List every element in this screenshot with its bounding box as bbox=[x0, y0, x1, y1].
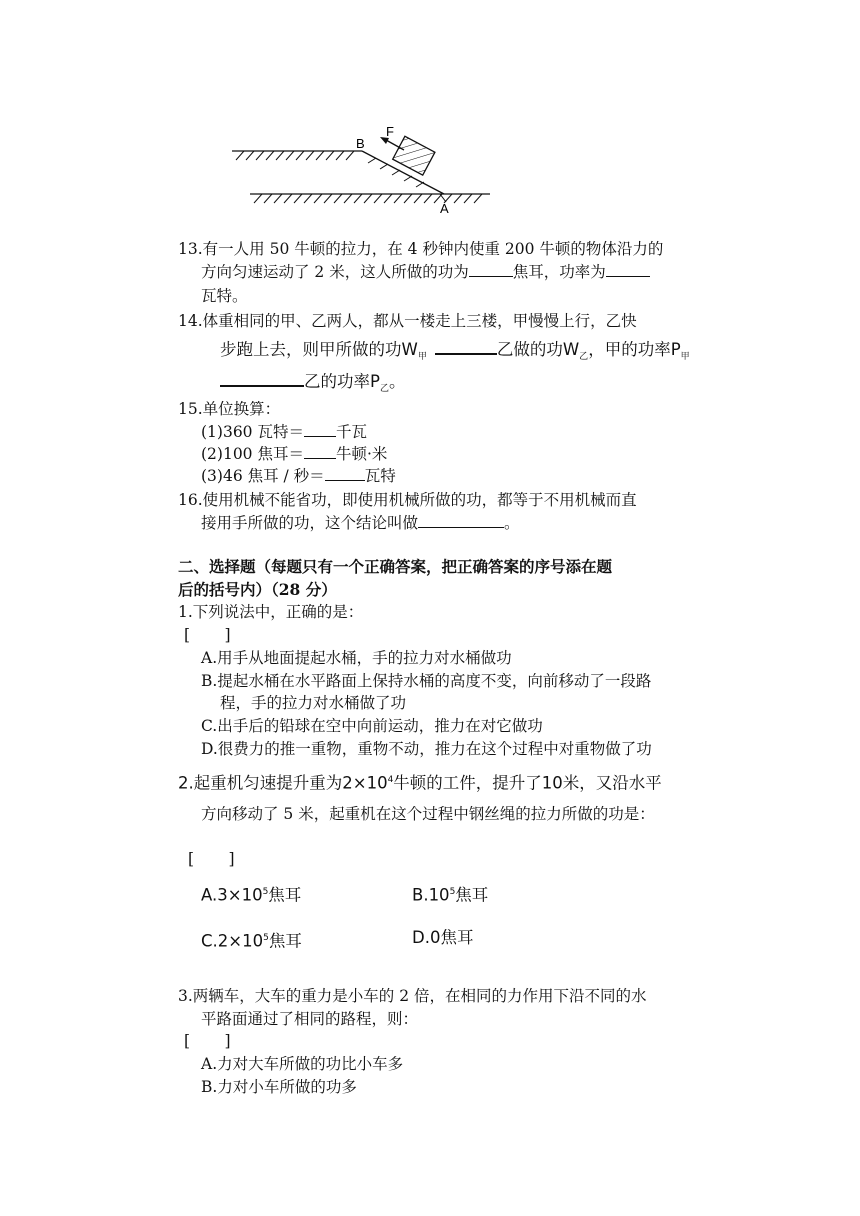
q14-text-b: 乙做的功W bbox=[496, 340, 580, 359]
q13-text-a: 方向匀速运动了 2 米，这人所做的功为 bbox=[201, 263, 469, 281]
q16-blank[interactable] bbox=[418, 512, 504, 528]
section2-title-line1: 二、选择题（每题只有一个正确答案，把正确答案的序号添在题 bbox=[178, 557, 613, 576]
q16-text: 接用手所做的功，这个结论叫做 bbox=[201, 514, 419, 532]
q14-line1: 14.体重相同的甲、乙两人，都从一楼走上三楼，甲慢慢上行，乙快 bbox=[178, 312, 637, 330]
mc1-option-b-line1: B.提起水桶在水平路面上保持水桶的高度不变，向前移动了一段路 bbox=[201, 672, 652, 690]
mc3-line2: 平路面通过了相同的路程，则： bbox=[201, 1010, 419, 1028]
label-f: F bbox=[386, 124, 394, 139]
q13-line1: 13.有一人用 50 牛顿的拉力，在 4 秒钟内使重 200 牛顿的物体沿力的 bbox=[178, 240, 664, 258]
mc2-stem-line2: 方向移动了 5 米，起重机在这个过程中钢丝绳的拉力所做的功是： bbox=[201, 805, 655, 823]
q14-blank-power[interactable] bbox=[220, 370, 304, 387]
q16-end: 。 bbox=[504, 514, 520, 532]
q14-text-c: ，甲的功率P bbox=[588, 340, 681, 359]
q15-blank1[interactable] bbox=[304, 421, 336, 437]
mc2-c-sup: 5 bbox=[263, 933, 269, 943]
mc2-b-sup: 5 bbox=[449, 887, 456, 897]
mc1-option-a: A.用手从地面提起水桶，手的拉力对水桶做功 bbox=[201, 649, 512, 667]
incline-figure bbox=[228, 120, 498, 220]
mc2-option-c bbox=[201, 927, 302, 953]
mc2-a-pre: A.3×10 bbox=[201, 885, 263, 905]
q13-text-b: 焦耳，功率为 bbox=[512, 263, 606, 281]
q14-text-d: 乙的功率P bbox=[304, 372, 380, 391]
mc2-option-a bbox=[201, 881, 301, 907]
q15-item1-text: (1)360 瓦特＝ bbox=[201, 423, 304, 441]
q15-item2-unit: 牛顿·米 bbox=[335, 445, 388, 463]
q14-sub-yi: 乙 bbox=[579, 352, 589, 362]
mc2-stem-b: 牛顿的工件，提升了10米，又沿水平 bbox=[393, 773, 662, 793]
q14-blank-work[interactable] bbox=[435, 338, 497, 355]
section2-title-line2: 后的括号内）（28 分） bbox=[178, 580, 337, 599]
q15-item3 bbox=[201, 465, 396, 487]
mc3-line1: 3.两辆车，大车的重力是小车的 2 倍，在相同的力作用下沿不同的水 bbox=[178, 987, 647, 1005]
q13-blank-power[interactable] bbox=[606, 261, 650, 277]
mc3-bracket[interactable]: [ ] bbox=[184, 1032, 231, 1050]
hatched-block bbox=[393, 136, 435, 175]
q16-line2 bbox=[201, 512, 520, 534]
mc3-option-a: A.力对大车所做的功比小车多 bbox=[201, 1055, 404, 1073]
mc2-stem bbox=[178, 769, 662, 795]
q14-text-a: 步跑上去，则甲所做的功W bbox=[220, 340, 418, 359]
mc1-option-c: C.出手后的铅球在空中向前运动，推力在对它做功 bbox=[201, 717, 543, 735]
mc2-option-d: D.0焦耳 bbox=[412, 928, 474, 947]
mc2-stem-a: 2.起重机匀速提升重为2×10 bbox=[178, 773, 388, 793]
mc3-option-b: B.力对小车所做的功多 bbox=[201, 1078, 357, 1096]
q14-text-e: 。 bbox=[388, 372, 406, 391]
label-b: B bbox=[356, 136, 365, 151]
q14-sub-jia-2: 甲 bbox=[680, 352, 690, 362]
mc2-c-pre: C.2×10 bbox=[201, 931, 264, 951]
q13-line2 bbox=[201, 261, 650, 283]
mc2-b-post: 焦耳 bbox=[455, 885, 489, 905]
q15-item3-unit: 瓦特 bbox=[364, 467, 396, 485]
q16-line1: 16.使用机械不能省功，即使用机械所做的功，都等于不用机械而直 bbox=[178, 491, 637, 509]
q14-sub-yi-2: 乙 bbox=[379, 384, 389, 394]
q15-item1-unit: 千瓦 bbox=[335, 423, 367, 441]
q13-line3: 瓦特。 bbox=[201, 287, 248, 305]
q14-line2 bbox=[220, 338, 690, 368]
mc2-option-b bbox=[412, 881, 488, 907]
q13-blank-work[interactable] bbox=[469, 261, 513, 277]
mc2-stem-sup: 4 bbox=[387, 775, 394, 785]
upper-ground-hatch bbox=[236, 151, 354, 160]
label-a: A bbox=[440, 201, 449, 216]
mc1-option-d: D.很费力的推一重物，重物不动，推力在这个过程中对重物做了功 bbox=[201, 740, 652, 758]
q15-item2 bbox=[201, 443, 387, 465]
mc1-stem: 1.下列说法中，正确的是： bbox=[178, 603, 364, 621]
q15-item1 bbox=[201, 421, 367, 443]
mc2-a-post: 焦耳 bbox=[268, 885, 302, 905]
mc1-option-b-line2: 程，手的拉力对水桶做了功 bbox=[220, 694, 407, 712]
q15-item3-text: (3)46 焦耳 / 秒＝ bbox=[201, 467, 325, 485]
mc2-c-post: 焦耳 bbox=[268, 931, 302, 951]
q15-title: 15.单位换算： bbox=[178, 400, 281, 418]
q15-blank2[interactable] bbox=[304, 443, 336, 459]
q14-line3 bbox=[220, 370, 405, 400]
mc2-bracket[interactable]: [ ] bbox=[188, 850, 235, 868]
mc1-bracket[interactable]: [ ] bbox=[184, 626, 231, 644]
q15-item2-text: (2)100 焦耳＝ bbox=[201, 445, 304, 463]
mc2-b-pre: B.10 bbox=[412, 885, 450, 905]
q15-blank3[interactable] bbox=[325, 465, 365, 481]
q14-sub-jia: 甲 bbox=[417, 352, 427, 362]
mc2-a-sup: 5 bbox=[262, 887, 269, 897]
